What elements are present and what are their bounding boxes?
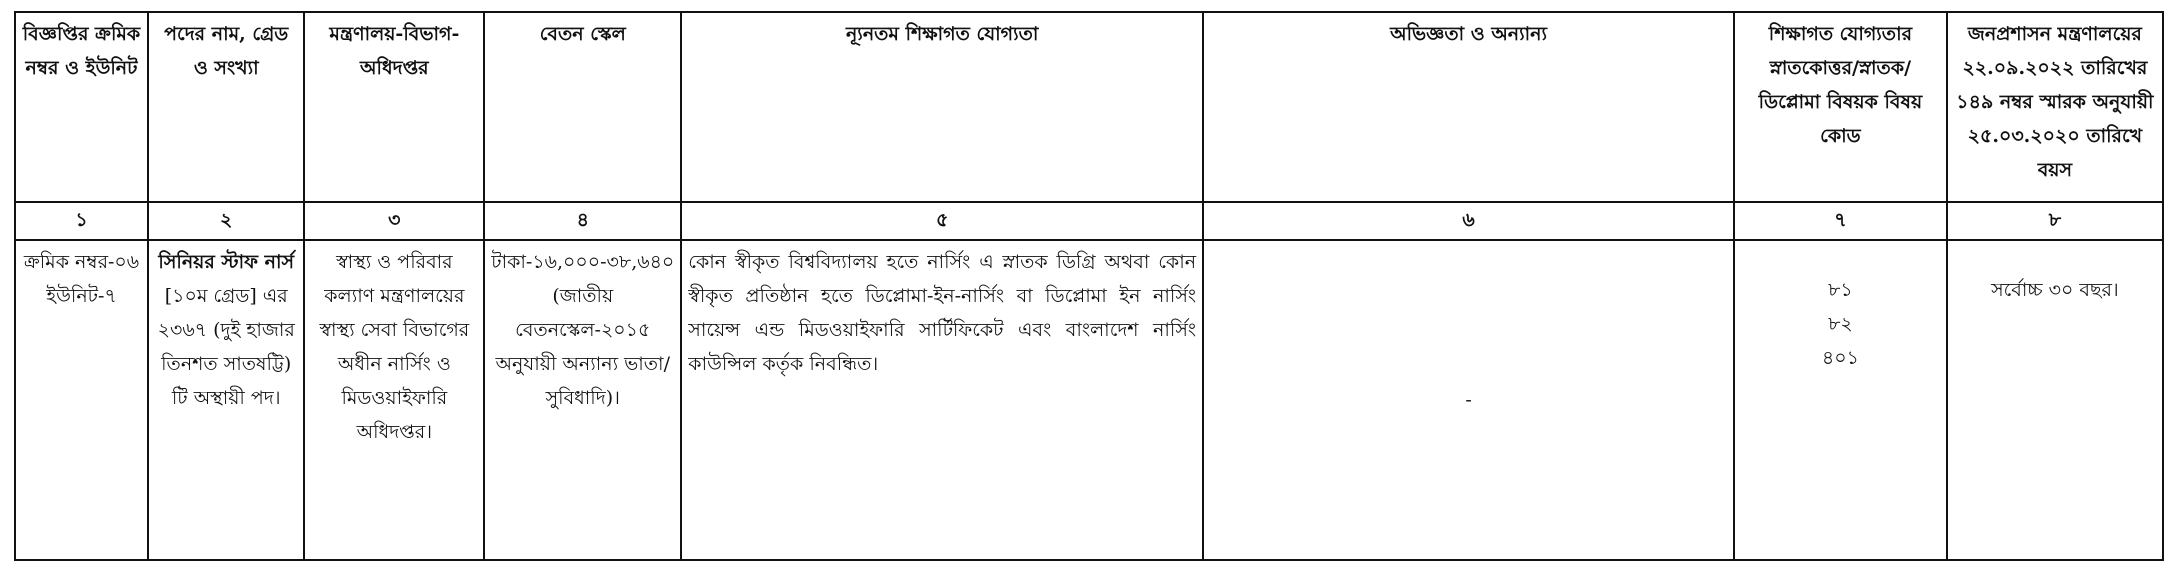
pay-scale-cell: টাকা-১৬,০০০-৩৮,৬৪০ (জাতীয় বেতনস্কেল-২০১৫ অনুযায়ী অন্যান্য ভাতা/ সুবিধাদি)।	[484, 240, 681, 560]
ministry-cell: স্বাস্থ্য ও পরিবার কল্যাণ মন্ত্রণালয়ের স্বাস্থ্য সেবা বিভাগের অধীন নার্সিং ও মিডওয়াইফারি অধিদপ্তর।	[304, 240, 484, 560]
serial-unit-cell: ক্রমিক নম্বর-০৬ ইউনিট-৭	[15, 240, 148, 560]
column-number: ৪	[484, 202, 681, 240]
recruitment-table	[14, 11, 2164, 561]
column-number: ২	[148, 202, 304, 240]
experience-cell: -	[1203, 240, 1734, 560]
header-ministry: মন্ত্রণালয়-বিভাগ-অধিদপ্তর	[304, 12, 484, 202]
header-subject-code: শিক্ষাগত যোগ্যতার স্নাতকোত্তর/স্নাতক/ ডিপ্লোমা বিষয়ক বিষয় কোড	[1734, 12, 1947, 202]
age-cell	[1947, 240, 2163, 560]
subject-code: ৪০১	[1821, 347, 1859, 369]
table-row	[15, 240, 2163, 560]
column-number: ৬	[1203, 202, 1734, 240]
column-number: ৫	[681, 202, 1203, 240]
column-number: ৮	[1947, 202, 2163, 240]
subject-code: ৮২	[1828, 313, 1853, 335]
post-name-cell	[148, 240, 304, 560]
header-age: জনপ্রশাসন মন্ত্রণালয়ের ২২.০৯.২০২২ তারিখের ১৪৯ নম্বর স্মারক অনুযায়ী ২৫.০৩.২০২০ তারিখে বয়স	[1947, 12, 2163, 202]
subject-code-list	[1741, 273, 1940, 375]
header-qualification: ন্যূনতম শিক্ষাগত যোগ্যতা	[681, 12, 1203, 202]
column-number: ১	[15, 202, 148, 240]
column-number-row	[15, 202, 2163, 240]
header-post-name: পদের নাম, গ্রেড ও সংখ্যা	[148, 12, 304, 202]
column-number: ৩	[304, 202, 484, 240]
age-limit: সর্বোচ্চ ৩০ বছর।	[1991, 279, 2119, 301]
subject-code-cell	[1734, 240, 1947, 560]
header-serial-unit: বিজ্ঞপ্তির ক্রমিক নম্বর ও ইউনিট	[15, 12, 148, 202]
column-number: ৭	[1734, 202, 1947, 240]
post-detail: [১০ম গ্রেড] এর ২৩৬৭ (দুই হাজার তিনশত সাতষট্টি) টি অস্থায়ী পদ।	[157, 285, 295, 409]
post-name: সিনিয়র স্টাফ নার্স	[158, 251, 295, 273]
header-pay-scale: বেতন স্কেল	[484, 12, 681, 202]
header-row	[15, 12, 2163, 202]
header-experience: অভিজ্ঞতা ও অন্যান্য	[1203, 12, 1734, 202]
subject-code: ৮১	[1828, 279, 1853, 301]
qualification-cell: কোন স্বীকৃত বিশ্ববিদ্যালয় হতে নার্সিং এ স্নাতক ডিগ্রি অথবা কোন স্বীকৃত প্রতিষ্ঠান হতে ডিপ্লোমা-ইন-নার্সিং বা ডিপ্লোমা ইন নার্সিং সায়েন্স এন্ড মিডওয়াইফারি সার্টিফিকেট এবং বাংলাদেশ নার্সিং কাউন্সিল কর্তৃক নিবন্ধিত।	[681, 240, 1203, 560]
